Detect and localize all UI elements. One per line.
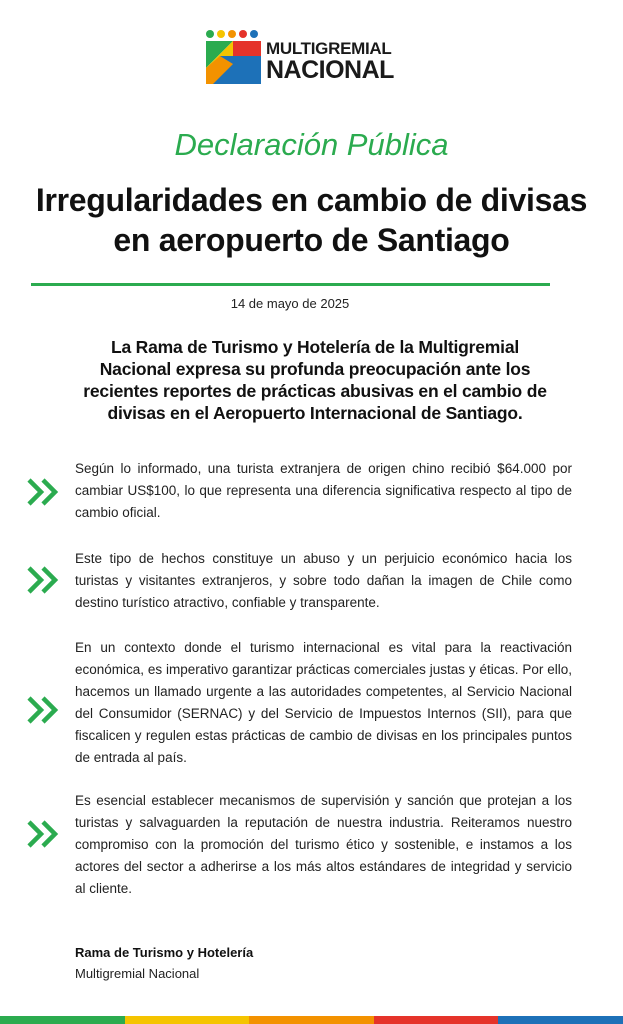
- logo-mark-icon: [205, 28, 263, 86]
- paragraph-1: Según lo informado, una turista extranjera de origen chino recibió $64.000 por cambiar US$100, lo que representa una diferencia significativa respecto al tipo de cambio oficial.: [75, 461, 572, 520]
- signature-name: Rama de Turismo y Hotelería: [75, 945, 254, 960]
- footer-stripe: [125, 1016, 250, 1024]
- paragraph-4: Es esencial establecer mecanismos de supervisión y sanción que protejan a los turistas y salvaguarden la reputación de nuestra industria. Reiteramos nuestro compromiso con la promoción del turismo ético y sostenible, e instamos a los actores del sector a adherirse a los más altos estándares de integridad y servicio al cliente.: [75, 793, 572, 896]
- date: 14 de mayo de 2025: [230, 296, 350, 311]
- footer-stripe: [374, 1016, 499, 1024]
- logo-line2: NACIONAL: [266, 56, 394, 84]
- signature-org: Multigremial Nacional: [75, 966, 200, 981]
- title-line-2: en aeropuerto de Santiago: [113, 222, 510, 258]
- subtitle: Declaración Pública: [174, 127, 449, 162]
- divider: [31, 283, 550, 286]
- chevron-double-right-icon: [26, 695, 60, 725]
- footer-stripe: [249, 1016, 374, 1024]
- lead-paragraph: La Rama de Turismo y Hotelería de la Multigremial Nacional expresa su profunda preocupación ante los recientes reportes de prácticas abusivas en el cambio de divisas en el Aeropuerto Internacional de Santiago.: [83, 337, 547, 423]
- chevron-double-right-icon: [26, 477, 60, 507]
- footer-color-bar: [0, 1016, 623, 1024]
- page-title: [10, 180, 613, 260]
- title-line-1: Irregularidades en cambio de divisas: [35, 182, 588, 218]
- paragraph-2: Este tipo de hechos constituye un abuso y un perjuicio económico hacia los turistas y visitantes extranjeros, y sobre todo dañan la imagen de Chile como destino turístico atractivo, confiable y transparente.: [75, 551, 572, 610]
- footer-stripe: [498, 1016, 623, 1024]
- footer-stripe: [0, 1016, 125, 1024]
- logo-line1: MULTIGREMIAL: [266, 39, 392, 58]
- logo: [205, 28, 425, 86]
- paragraph-3: En un contexto donde el turismo internacional es vital para la reactivación económica, es imperativo garantizar prácticas comerciales justas y éticas. Por ello, hacemos un llamado urgente a las autoridades competentes, al Servicio Nacional del Consumidor (SERNAC) y del Servicio de Impuestos Internos (SII), para que fiscalicen y regulen estas prácticas de cambio de divisas en los principales puntos de entrada al país.: [75, 640, 572, 765]
- chevron-double-right-icon: [26, 565, 60, 595]
- chevron-double-right-icon: [26, 819, 60, 849]
- logo-wordmark: [266, 40, 394, 83]
